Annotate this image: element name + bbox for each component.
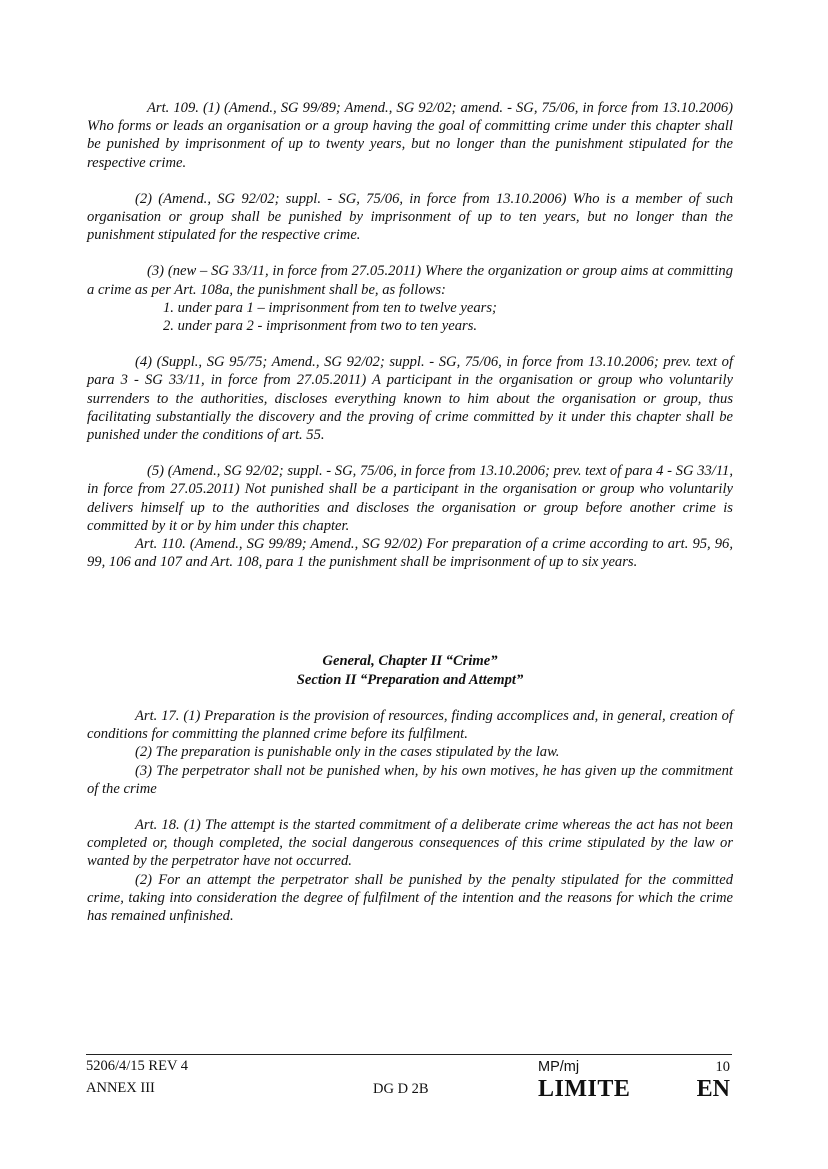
footer-divider xyxy=(86,1054,732,1055)
art17-para3: (3) The perpetrator shall not be punished when, by his own motives, he has given up the commitment of the crime xyxy=(87,762,733,797)
art18-para2: (2) For an attempt the perpetrator shall be punished by the penalty stipulated for the committed crime, taking into consideration the degree of fulfilment of the intention and the reasons for which the crime has remained unfinished. xyxy=(87,871,733,925)
section-heading xyxy=(87,652,733,689)
art110: Art. 110. (Amend., SG 99/89; Amend., SG 92/02) For preparation of a crime according to art. 95, 96, 99, 106 and 107 and Art. 108, para 1 the punishment shall be imprisonment of up to six years. xyxy=(87,536,733,571)
art109-para3-item2: 2. under para 2 - imprisonment from two to ten years. xyxy=(163,318,478,335)
document-reference: 5206/4/15 REV 4 xyxy=(86,1058,189,1074)
author-initials: MP/mj xyxy=(538,1059,580,1075)
art109-para3-item1: 1. under para 1 – imprisonment from ten to twelve years; xyxy=(163,299,497,316)
article-17-18-block xyxy=(87,707,733,925)
page-footer xyxy=(86,1056,732,1106)
art109-para3: (3) (new – SG 33/11, in force from 27.05.2011) Where the organization or group aims at committing a crime as per Art. 108a, the punishment shall be, as follows: xyxy=(87,263,733,298)
classification-marking: LIMITE xyxy=(538,1076,631,1102)
art18-para1: Art. 18. (1) The attempt is the started commitment of a deliberate crime whereas the act has not been completed or, though completed, the social dangerous consequences of this crime stipulated by the law or wanted by the perpetrator have not occurred. xyxy=(87,817,733,870)
article-109-110-block xyxy=(87,99,733,571)
annex-label: ANNEX III xyxy=(86,1080,155,1096)
heading-line-2: Section II “Preparation and Attempt” xyxy=(296,671,524,688)
dg-label: DG D 2B xyxy=(373,1081,429,1097)
art17-para2: (2) The preparation is punishable only in the cases stipulated by the law. xyxy=(135,744,560,761)
art17-para1: Art. 17. (1) Preparation is the provision of resources, finding accomplices and, in general, creation of conditions for committing the planned crime before its fulfilment. xyxy=(87,708,733,743)
art109-para5: (5) (Amend., SG 92/02; suppl. - SG, 75/06, in force from 13.10.2006; prev. text of para 4 - SG 33/11, in force from 27.05.2011) Not punished shall be a participant in the organisation or group who voluntarily delivers himself up to the authorities and discloses the organisation or group before another crime is committed by it or by him under this chapter. xyxy=(87,463,733,534)
heading-line-1: General, Chapter II “Crime” xyxy=(322,653,498,669)
art109-para2: (2) (Amend., SG 92/02; suppl. - SG, 75/06, in force from 13.10.2006) Who is a member of such organisation or group shall be punished by imprisonment of up to ten years, but no longer than the punishment stipulated for the respective crime. xyxy=(87,190,733,244)
art109-para1: Art. 109. (1) (Amend., SG 99/89; Amend., SG 92/02; amend. - SG, 75/06, in force from 13.10.2006) Who forms or leads an organisation or a group having the goal of committing crime under this chapter shall be punished by imprisonment of up to twenty years, but no longer than the punishment stipulated for the respective crime. xyxy=(87,100,733,171)
art109-para4: (4) (Suppl., SG 95/75; Amend., SG 92/02; suppl. - SG, 75/06, in force from 13.10.2006; prev. text of para 3 - SG 33/11, in force from 27.05.2011) A participant in the organisation or group who voluntarily surrenders to the authorities, discloses everything known to him about the organisation or group, thus facilitating substantially the discovery and the proving of crime committed by it under this chapter shall be punished under the conditions of art. 55. xyxy=(87,354,733,444)
language-code: EN xyxy=(696,1076,730,1102)
page-number: 10 xyxy=(715,1059,730,1075)
